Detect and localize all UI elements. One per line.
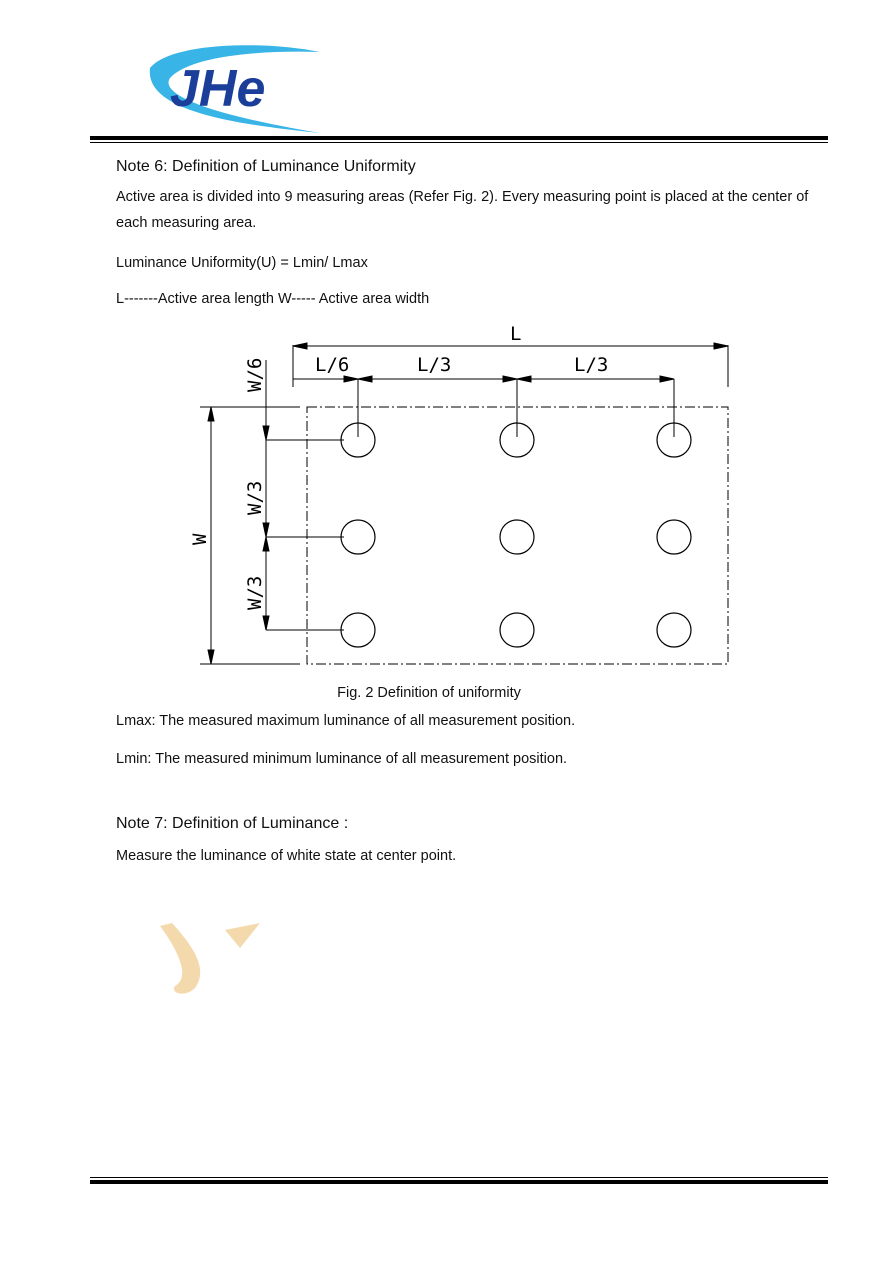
label-L3-second: L/3 xyxy=(574,354,609,376)
note6-title: Note 6: Definition of Luminance Uniformity xyxy=(116,158,416,175)
label-W3-second: W/3 xyxy=(244,575,266,610)
lmax-definition: Lmax: The measured maximum luminance of all measurement position. xyxy=(116,713,576,729)
logo-text: JHe xyxy=(170,60,266,118)
label-L3-first: L/3 xyxy=(417,354,452,376)
measuring-point xyxy=(341,613,375,647)
uniformity-diagram xyxy=(170,320,750,680)
label-W: W xyxy=(189,533,211,545)
label-L: L xyxy=(510,323,522,345)
company-logo xyxy=(140,38,340,138)
measuring-point xyxy=(500,520,534,554)
L-arrow-left xyxy=(293,343,307,349)
measuring-point xyxy=(341,520,375,554)
uniformity-formula: Luminance Uniformity(U) = Lmin/ Lmax xyxy=(116,255,368,271)
note6-description: Active area is divided into 9 measuring areas (Refer Fig. 2). Every measuring point is placed at the center of each measuring area. xyxy=(116,189,809,231)
label-L6: L/6 xyxy=(315,354,350,376)
label-W3-first: W/3 xyxy=(244,480,266,515)
note7-description: Measure the luminance of white state at center point. xyxy=(116,848,457,864)
active-area-outline xyxy=(307,407,728,664)
label-W6: W/6 xyxy=(244,357,266,392)
header-rule xyxy=(90,136,828,145)
note7-title: Note 7: Definition of Luminance : xyxy=(116,815,349,832)
L-arrow-right xyxy=(714,343,728,349)
measuring-point xyxy=(500,613,534,647)
watermark-logo xyxy=(150,918,270,998)
figure-caption: Fig. 2 Definition of uniformity xyxy=(337,685,521,701)
measuring-point xyxy=(657,613,691,647)
footer-rule xyxy=(90,1177,828,1186)
measuring-points xyxy=(341,423,691,647)
lmin-definition: Lmin: The measured minimum luminance of all measurement position. xyxy=(116,751,568,767)
measuring-point xyxy=(657,520,691,554)
dimension-legend: L-------Active area length W----- Active area width xyxy=(116,291,430,307)
